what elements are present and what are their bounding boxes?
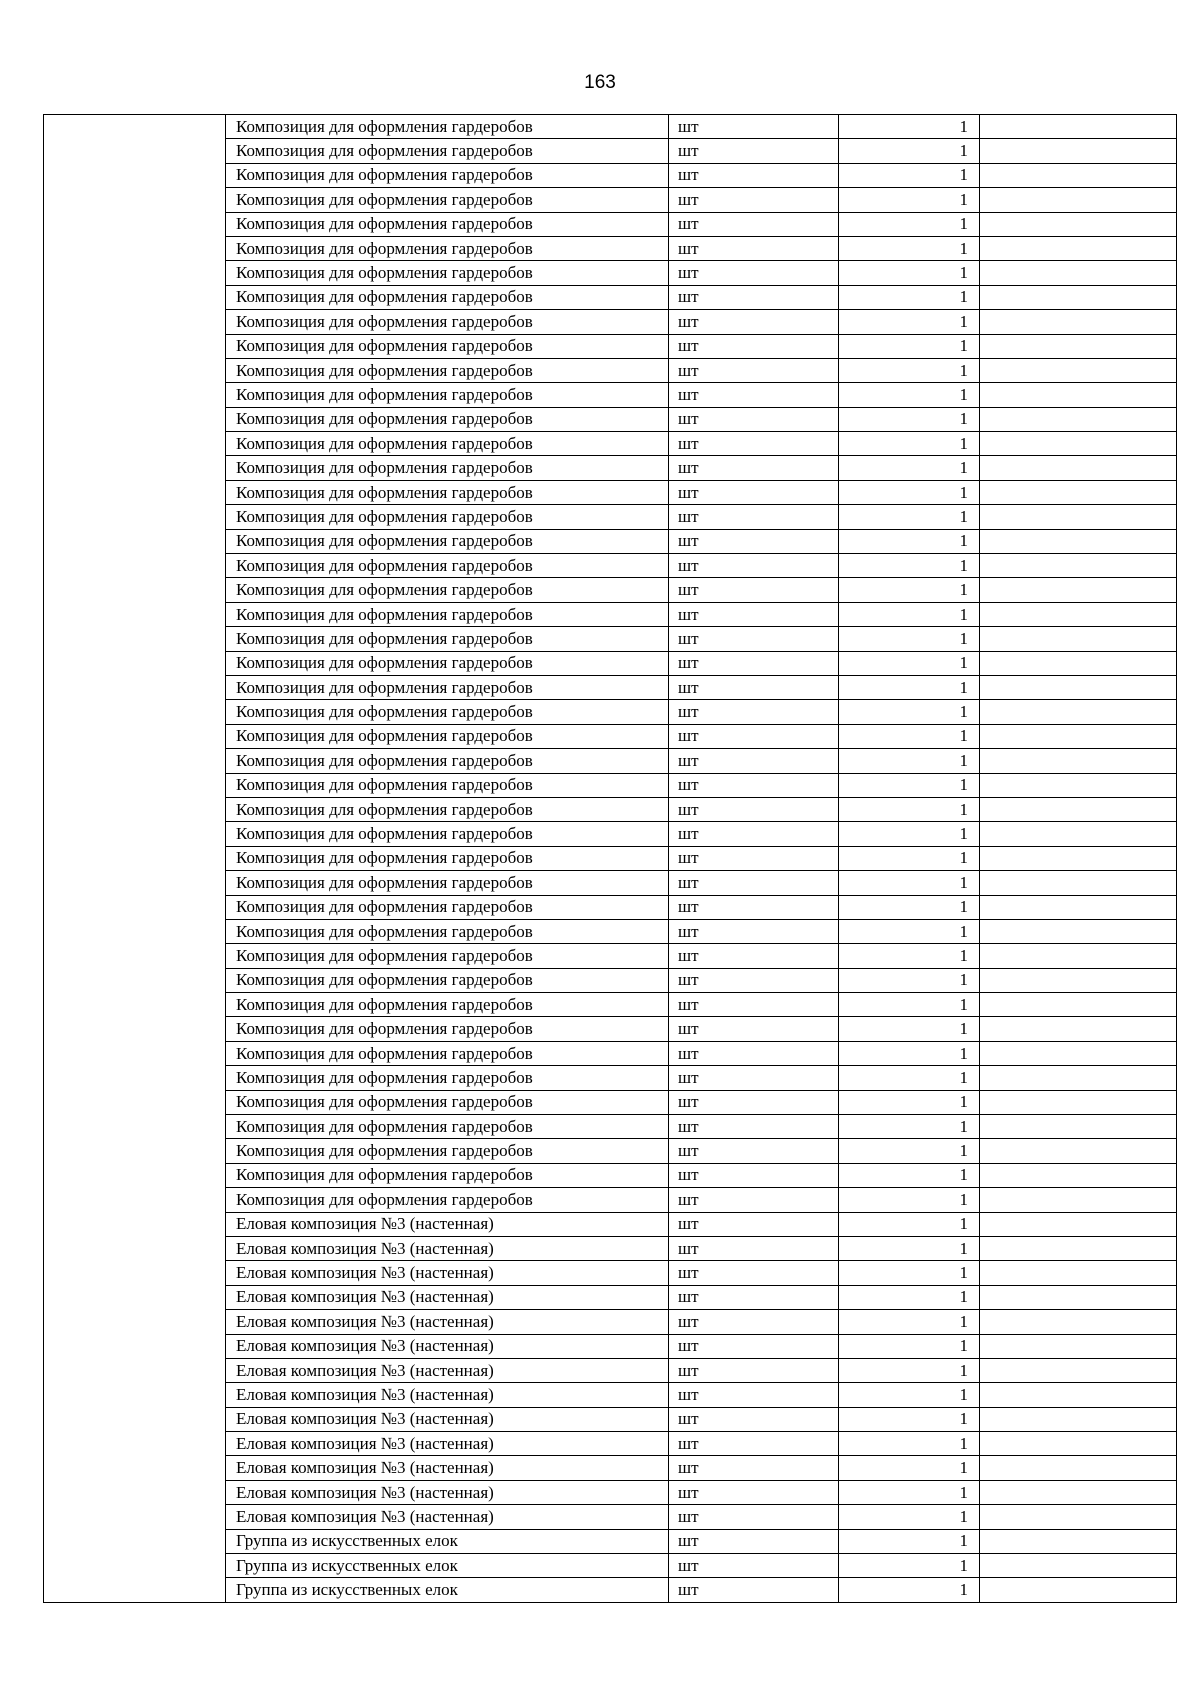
item-quantity-cell: 1 [839, 358, 980, 382]
item-unit-cell: шт [669, 115, 839, 139]
item-extra-cell [980, 1017, 1177, 1041]
item-extra-cell [980, 773, 1177, 797]
item-quantity-cell: 1 [839, 1115, 980, 1139]
item-quantity-cell: 1 [839, 1017, 980, 1041]
item-extra-cell [980, 1578, 1177, 1602]
item-unit-cell: шт [669, 310, 839, 334]
item-quantity-cell: 1 [839, 1505, 980, 1529]
item-quantity-cell: 1 [839, 529, 980, 553]
item-unit-cell: шт [669, 1017, 839, 1041]
item-unit-cell: шт [669, 1456, 839, 1480]
item-unit-cell: шт [669, 1334, 839, 1358]
item-name-cell: Композиция для оформления гардеробов [226, 1139, 669, 1163]
item-name-cell: Композиция для оформления гардеробов [226, 505, 669, 529]
item-name-cell: Композиция для оформления гардеробов [226, 1066, 669, 1090]
item-extra-cell [980, 285, 1177, 309]
item-extra-cell [980, 1358, 1177, 1382]
item-quantity-cell: 1 [839, 310, 980, 334]
item-quantity-cell: 1 [839, 1383, 980, 1407]
item-unit-cell: шт [669, 749, 839, 773]
item-unit-cell: шт [669, 1432, 839, 1456]
item-name-cell: Композиция для оформления гардеробов [226, 773, 669, 797]
item-unit-cell: шт [669, 1480, 839, 1504]
item-quantity-cell: 1 [839, 188, 980, 212]
item-quantity-cell: 1 [839, 749, 980, 773]
item-extra-cell [980, 749, 1177, 773]
item-quantity-cell: 1 [839, 1456, 980, 1480]
item-unit-cell: шт [669, 1529, 839, 1553]
item-extra-cell [980, 993, 1177, 1017]
item-extra-cell [980, 188, 1177, 212]
item-extra-cell [980, 261, 1177, 285]
item-name-cell: Композиция для оформления гардеробов [226, 797, 669, 821]
table-row [44, 115, 1177, 139]
item-extra-cell [980, 1188, 1177, 1212]
item-extra-cell [980, 724, 1177, 748]
item-name-cell: Композиция для оформления гардеробов [226, 749, 669, 773]
item-name-cell: Группа из искусственных елок [226, 1529, 669, 1553]
item-unit-cell: шт [669, 1554, 839, 1578]
item-extra-cell [980, 505, 1177, 529]
item-unit-cell: шт [669, 407, 839, 431]
item-name-cell: Композиция для оформления гардеробов [226, 724, 669, 748]
item-unit-cell: шт [669, 993, 839, 1017]
item-quantity-cell: 1 [839, 1090, 980, 1114]
item-quantity-cell: 1 [839, 1066, 980, 1090]
item-name-cell: Композиция для оформления гардеробов [226, 212, 669, 236]
item-name-cell: Еловая композиция №3 (настенная) [226, 1261, 669, 1285]
item-quantity-cell: 1 [839, 578, 980, 602]
item-unit-cell: шт [669, 871, 839, 895]
item-name-cell: Композиция для оформления гардеробов [226, 651, 669, 675]
item-unit-cell: шт [669, 846, 839, 870]
item-unit-cell: шт [669, 1188, 839, 1212]
item-quantity-cell: 1 [839, 627, 980, 651]
item-extra-cell [980, 797, 1177, 821]
item-quantity-cell: 1 [839, 724, 980, 748]
item-name-cell: Композиция для оформления гардеробов [226, 944, 669, 968]
item-extra-cell [980, 480, 1177, 504]
item-quantity-cell: 1 [839, 1310, 980, 1334]
item-unit-cell: шт [669, 968, 839, 992]
item-unit-cell: шт [669, 724, 839, 748]
item-extra-cell [980, 456, 1177, 480]
item-name-cell: Еловая композиция №3 (настенная) [226, 1480, 669, 1504]
item-unit-cell: шт [669, 432, 839, 456]
item-quantity-cell: 1 [839, 115, 980, 139]
item-unit-cell: шт [669, 675, 839, 699]
item-unit-cell: шт [669, 1236, 839, 1260]
item-quantity-cell: 1 [839, 1041, 980, 1065]
item-unit-cell: шт [669, 236, 839, 260]
item-name-cell: Еловая композиция №3 (настенная) [226, 1407, 669, 1431]
item-name-cell: Еловая композиция №3 (настенная) [226, 1456, 669, 1480]
item-quantity-cell: 1 [839, 846, 980, 870]
item-name-cell: Еловая композиция №3 (настенная) [226, 1383, 669, 1407]
item-quantity-cell: 1 [839, 1554, 980, 1578]
item-extra-cell [980, 1529, 1177, 1553]
item-extra-cell [980, 1407, 1177, 1431]
item-quantity-cell: 1 [839, 334, 980, 358]
item-extra-cell [980, 700, 1177, 724]
item-extra-cell [980, 895, 1177, 919]
item-extra-cell [980, 1554, 1177, 1578]
item-quantity-cell: 1 [839, 797, 980, 821]
item-unit-cell: шт [669, 188, 839, 212]
item-quantity-cell: 1 [839, 407, 980, 431]
item-extra-cell [980, 1456, 1177, 1480]
item-unit-cell: шт [669, 1261, 839, 1285]
item-quantity-cell: 1 [839, 993, 980, 1017]
item-quantity-cell: 1 [839, 822, 980, 846]
item-unit-cell: шт [669, 578, 839, 602]
item-unit-cell: шт [669, 919, 839, 943]
item-name-cell: Композиция для оформления гардеробов [226, 993, 669, 1017]
item-unit-cell: шт [669, 456, 839, 480]
item-name-cell: Композиция для оформления гардеробов [226, 919, 669, 943]
item-unit-cell: шт [669, 212, 839, 236]
item-extra-cell [980, 1383, 1177, 1407]
item-unit-cell: шт [669, 334, 839, 358]
items-table [43, 114, 1177, 1603]
item-quantity-cell: 1 [839, 895, 980, 919]
item-unit-cell: шт [669, 797, 839, 821]
item-quantity-cell: 1 [839, 383, 980, 407]
item-extra-cell [980, 1480, 1177, 1504]
item-unit-cell: шт [669, 505, 839, 529]
item-name-cell: Композиция для оформления гардеробов [226, 1188, 669, 1212]
item-unit-cell: шт [669, 1407, 839, 1431]
item-extra-cell [980, 1261, 1177, 1285]
item-name-cell: Композиция для оформления гардеробов [226, 480, 669, 504]
item-name-cell: Еловая композиция №3 (настенная) [226, 1285, 669, 1309]
item-unit-cell: шт [669, 895, 839, 919]
item-quantity-cell: 1 [839, 480, 980, 504]
item-extra-cell [980, 554, 1177, 578]
item-name-cell: Композиция для оформления гардеробов [226, 115, 669, 139]
item-unit-cell: шт [669, 1578, 839, 1602]
item-unit-cell: шт [669, 1163, 839, 1187]
item-name-cell: Еловая композиция №3 (настенная) [226, 1505, 669, 1529]
item-extra-cell [980, 602, 1177, 626]
item-quantity-cell: 1 [839, 1407, 980, 1431]
item-unit-cell: шт [669, 480, 839, 504]
item-extra-cell [980, 334, 1177, 358]
item-name-cell: Композиция для оформления гардеробов [226, 895, 669, 919]
item-name-cell: Композиция для оформления гардеробов [226, 236, 669, 260]
item-quantity-cell: 1 [839, 163, 980, 187]
item-name-cell: Композиция для оформления гардеробов [226, 188, 669, 212]
item-unit-cell: шт [669, 358, 839, 382]
item-name-cell: Еловая композиция №3 (настенная) [226, 1310, 669, 1334]
item-quantity-cell: 1 [839, 700, 980, 724]
item-extra-cell [980, 651, 1177, 675]
item-unit-cell: шт [669, 529, 839, 553]
item-name-cell: Группа из искусственных елок [226, 1554, 669, 1578]
item-extra-cell [980, 1310, 1177, 1334]
item-quantity-cell: 1 [839, 1261, 980, 1285]
item-quantity-cell: 1 [839, 944, 980, 968]
item-quantity-cell: 1 [839, 1212, 980, 1236]
item-extra-cell [980, 1432, 1177, 1456]
item-name-cell: Композиция для оформления гардеробов [226, 554, 669, 578]
item-name-cell: Композиция для оформления гардеробов [226, 407, 669, 431]
item-name-cell: Композиция для оформления гардеробов [226, 700, 669, 724]
item-quantity-cell: 1 [839, 968, 980, 992]
item-unit-cell: шт [669, 1358, 839, 1382]
item-extra-cell [980, 1212, 1177, 1236]
item-name-cell: Композиция для оформления гардеробов [226, 968, 669, 992]
item-quantity-cell: 1 [839, 1432, 980, 1456]
item-quantity-cell: 1 [839, 139, 980, 163]
item-unit-cell: шт [669, 163, 839, 187]
item-quantity-cell: 1 [839, 1578, 980, 1602]
item-unit-cell: шт [669, 1383, 839, 1407]
item-quantity-cell: 1 [839, 919, 980, 943]
item-extra-cell [980, 358, 1177, 382]
item-extra-cell [980, 1090, 1177, 1114]
item-unit-cell: шт [669, 261, 839, 285]
item-extra-cell [980, 139, 1177, 163]
item-extra-cell [980, 578, 1177, 602]
item-unit-cell: шт [669, 554, 839, 578]
item-name-cell: Композиция для оформления гардеробов [226, 871, 669, 895]
item-name-cell: Композиция для оформления гардеробов [226, 822, 669, 846]
item-name-cell: Еловая композиция №3 (настенная) [226, 1236, 669, 1260]
item-extra-cell [980, 1041, 1177, 1065]
item-unit-cell: шт [669, 822, 839, 846]
item-extra-cell [980, 529, 1177, 553]
item-quantity-cell: 1 [839, 505, 980, 529]
item-name-cell: Композиция для оформления гардеробов [226, 602, 669, 626]
item-name-cell: Композиция для оформления гардеробов [226, 358, 669, 382]
item-extra-cell [980, 919, 1177, 943]
item-quantity-cell: 1 [839, 651, 980, 675]
item-extra-cell [980, 163, 1177, 187]
item-quantity-cell: 1 [839, 1188, 980, 1212]
item-name-cell: Композиция для оформления гардеробов [226, 675, 669, 699]
item-name-cell: Композиция для оформления гардеробов [226, 627, 669, 651]
item-unit-cell: шт [669, 139, 839, 163]
item-extra-cell [980, 822, 1177, 846]
item-quantity-cell: 1 [839, 212, 980, 236]
item-extra-cell [980, 383, 1177, 407]
item-quantity-cell: 1 [839, 554, 980, 578]
item-unit-cell: шт [669, 1505, 839, 1529]
item-quantity-cell: 1 [839, 1358, 980, 1382]
item-unit-cell: шт [669, 285, 839, 309]
item-name-cell: Композиция для оформления гардеробов [226, 383, 669, 407]
item-extra-cell [980, 1505, 1177, 1529]
item-extra-cell [980, 236, 1177, 260]
item-name-cell: Композиция для оформления гардеробов [226, 261, 669, 285]
item-unit-cell: шт [669, 1041, 839, 1065]
item-name-cell: Композиция для оформления гардеробов [226, 310, 669, 334]
item-extra-cell [980, 432, 1177, 456]
item-unit-cell: шт [669, 1139, 839, 1163]
item-name-cell: Группа из искусственных елок [226, 1578, 669, 1602]
item-name-cell: Композиция для оформления гардеробов [226, 529, 669, 553]
item-extra-cell [980, 407, 1177, 431]
item-unit-cell: шт [669, 1066, 839, 1090]
item-name-cell: Еловая композиция №3 (настенная) [226, 1432, 669, 1456]
item-extra-cell [980, 1163, 1177, 1187]
item-quantity-cell: 1 [839, 1480, 980, 1504]
item-name-cell: Композиция для оформления гардеробов [226, 1041, 669, 1065]
item-name-cell: Композиция для оформления гардеробов [226, 578, 669, 602]
item-unit-cell: шт [669, 602, 839, 626]
item-name-cell: Еловая композиция №3 (настенная) [226, 1212, 669, 1236]
item-extra-cell [980, 846, 1177, 870]
item-name-cell: Композиция для оформления гардеробов [226, 285, 669, 309]
item-name-cell: Композиция для оформления гардеробов [226, 1163, 669, 1187]
item-name-cell: Композиция для оформления гардеробов [226, 846, 669, 870]
item-unit-cell: шт [669, 627, 839, 651]
item-extra-cell [980, 1115, 1177, 1139]
item-name-cell: Композиция для оформления гардеробов [226, 456, 669, 480]
item-quantity-cell: 1 [839, 602, 980, 626]
item-quantity-cell: 1 [839, 773, 980, 797]
item-unit-cell: шт [669, 1115, 839, 1139]
item-quantity-cell: 1 [839, 432, 980, 456]
item-quantity-cell: 1 [839, 1236, 980, 1260]
item-unit-cell: шт [669, 651, 839, 675]
item-name-cell: Композиция для оформления гардеробов [226, 1090, 669, 1114]
item-extra-cell [980, 1334, 1177, 1358]
item-unit-cell: шт [669, 1212, 839, 1236]
item-quantity-cell: 1 [839, 1163, 980, 1187]
item-quantity-cell: 1 [839, 1285, 980, 1309]
item-name-cell: Композиция для оформления гардеробов [226, 1017, 669, 1041]
item-unit-cell: шт [669, 944, 839, 968]
item-extra-cell [980, 115, 1177, 139]
item-unit-cell: шт [669, 383, 839, 407]
page-number: 163 [584, 72, 616, 93]
item-extra-cell [980, 627, 1177, 651]
item-name-cell: Композиция для оформления гардеробов [226, 139, 669, 163]
item-extra-cell [980, 944, 1177, 968]
item-extra-cell [980, 871, 1177, 895]
item-extra-cell [980, 675, 1177, 699]
item-unit-cell: шт [669, 773, 839, 797]
item-unit-cell: шт [669, 1090, 839, 1114]
group-cell [44, 115, 226, 1603]
item-extra-cell [980, 1236, 1177, 1260]
item-unit-cell: шт [669, 1285, 839, 1309]
items-table-body [44, 114, 1177, 1602]
item-quantity-cell: 1 [839, 1139, 980, 1163]
item-name-cell: Композиция для оформления гардеробов [226, 334, 669, 358]
item-quantity-cell: 1 [839, 285, 980, 309]
item-quantity-cell: 1 [839, 456, 980, 480]
item-name-cell: Еловая композиция №3 (настенная) [226, 1358, 669, 1382]
item-unit-cell: шт [669, 1310, 839, 1334]
item-name-cell: Композиция для оформления гардеробов [226, 1115, 669, 1139]
item-quantity-cell: 1 [839, 236, 980, 260]
item-name-cell: Композиция для оформления гардеробов [226, 163, 669, 187]
item-extra-cell [980, 968, 1177, 992]
item-name-cell: Еловая композиция №3 (настенная) [226, 1334, 669, 1358]
item-quantity-cell: 1 [839, 871, 980, 895]
item-extra-cell [980, 1139, 1177, 1163]
item-quantity-cell: 1 [839, 675, 980, 699]
item-extra-cell [980, 310, 1177, 334]
item-quantity-cell: 1 [839, 261, 980, 285]
item-quantity-cell: 1 [839, 1334, 980, 1358]
item-extra-cell [980, 1285, 1177, 1309]
item-quantity-cell: 1 [839, 1529, 980, 1553]
item-extra-cell [980, 1066, 1177, 1090]
item-unit-cell: шт [669, 700, 839, 724]
item-extra-cell [980, 212, 1177, 236]
item-name-cell: Композиция для оформления гардеробов [226, 432, 669, 456]
